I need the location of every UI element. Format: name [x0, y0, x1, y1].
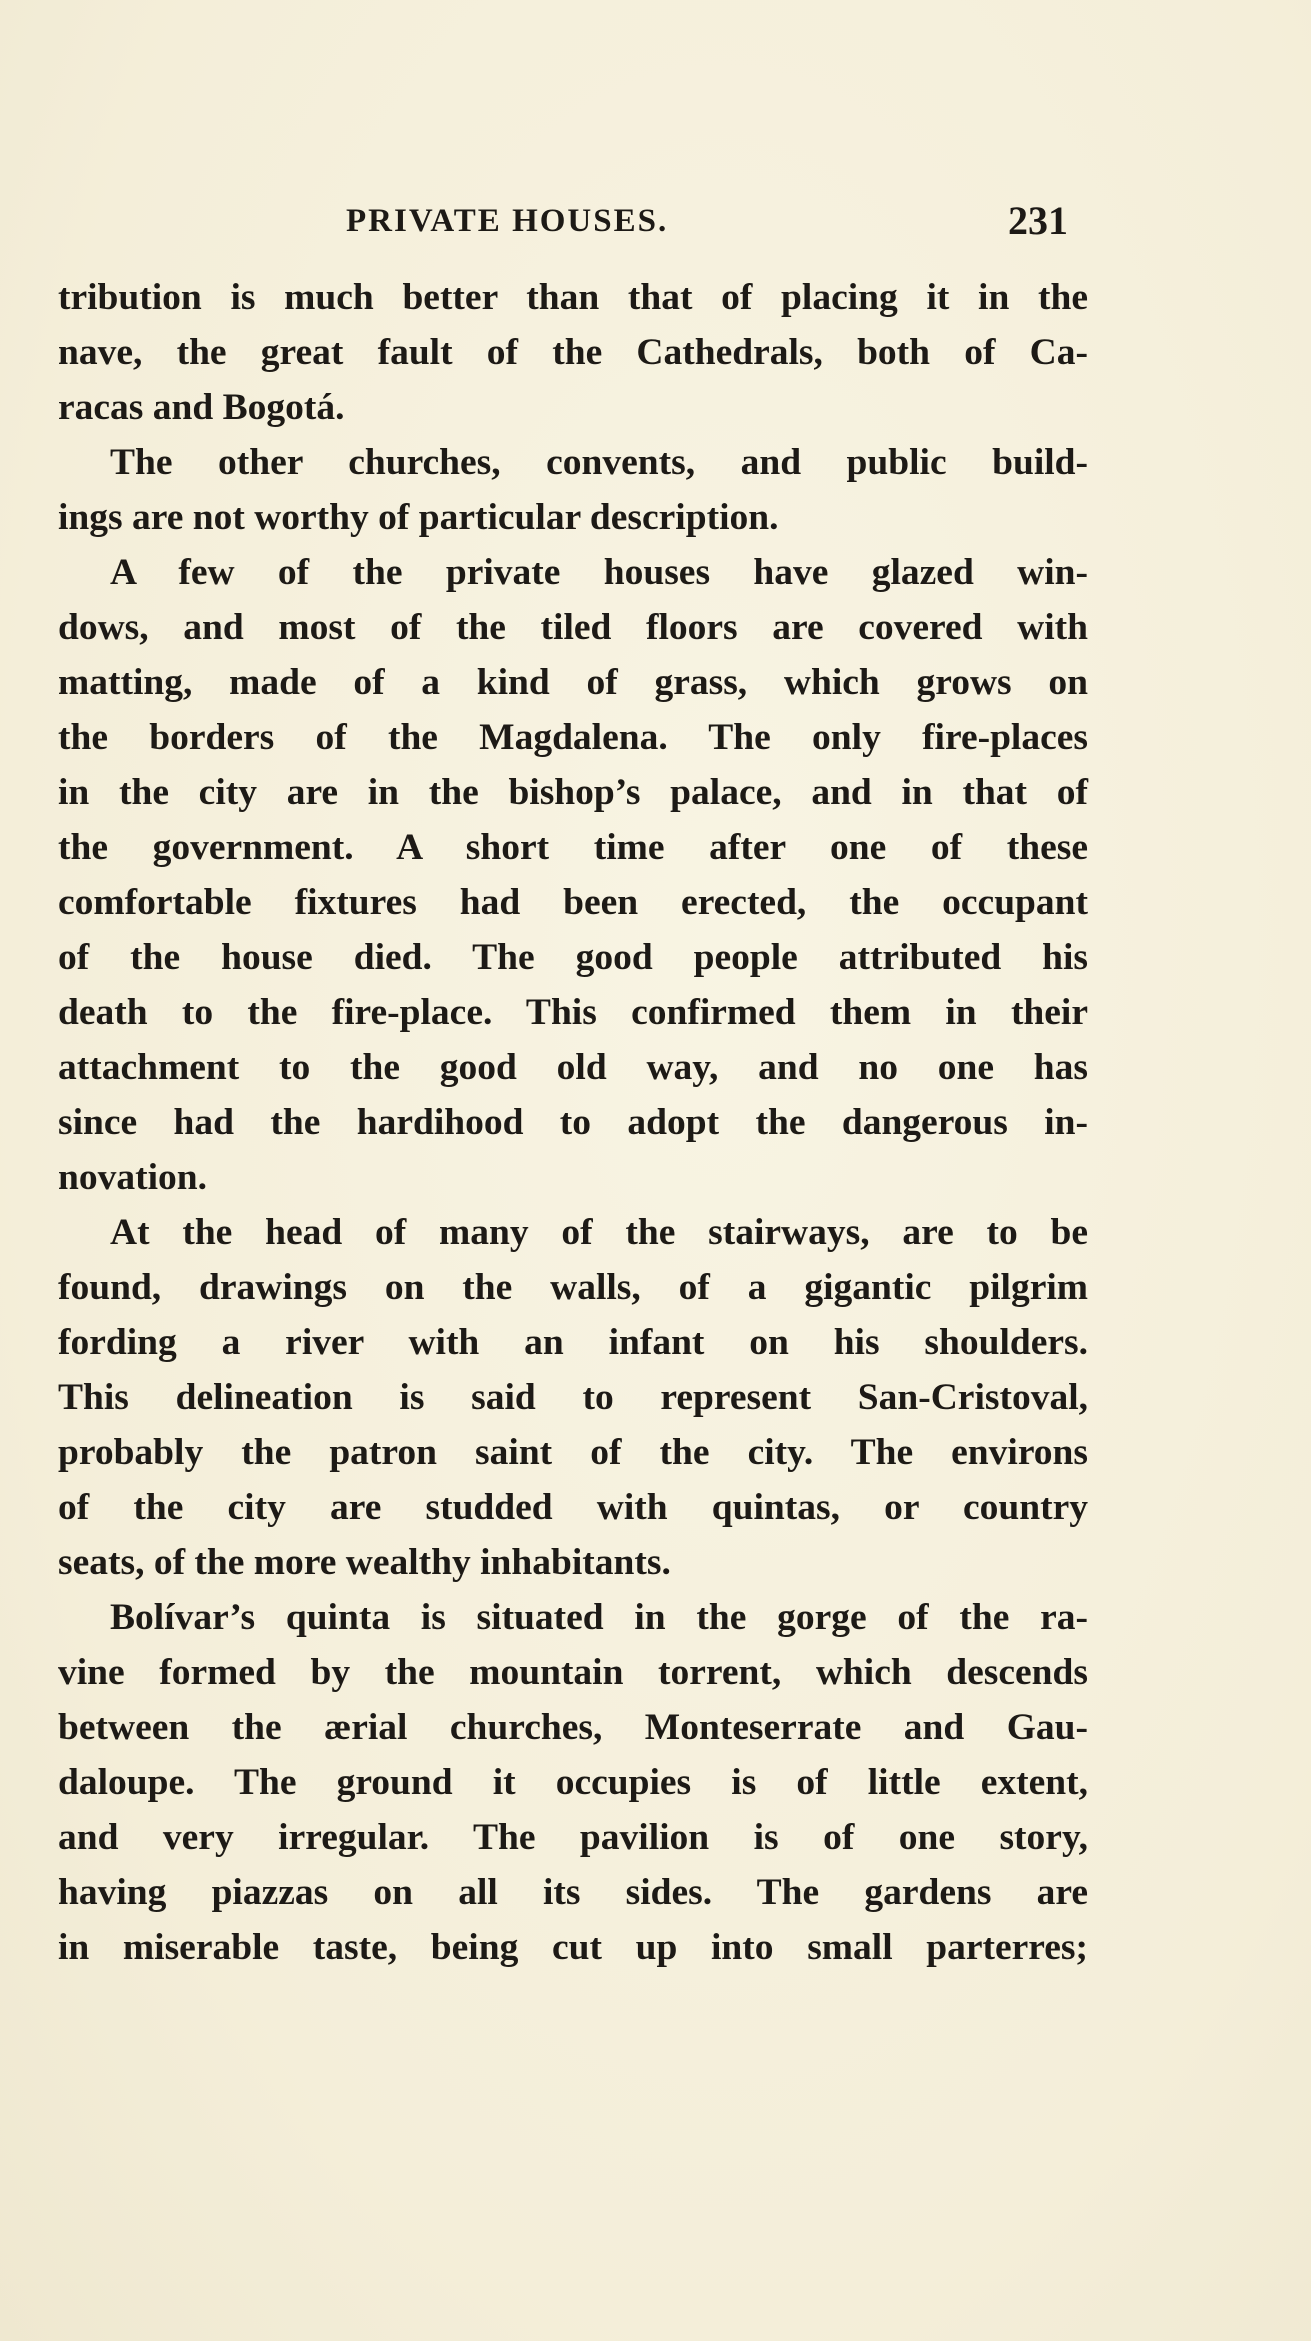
text-line: racas and Bogotá.	[58, 387, 345, 428]
body-text	[58, 270, 1088, 1975]
text-line: This delineation is said to represent San-Cristoval,	[58, 1377, 1088, 1418]
page-number: 231	[1008, 198, 1068, 243]
text-line: attachment to the good old way, and no one has	[58, 1047, 1088, 1088]
text-line: found, drawings on the walls, of a gigantic pilgrim	[58, 1267, 1088, 1308]
text-line: A few of the private houses have glazed win-	[110, 552, 1088, 593]
text-line: of the city are studded with quintas, or country	[58, 1487, 1088, 1528]
text-line: between the ærial churches, Monteserrate and Gau-	[58, 1707, 1088, 1748]
text-line: The other churches, convents, and public build-	[110, 442, 1088, 483]
text-line: At the head of many of the stairways, are to be	[110, 1212, 1088, 1253]
paragraph	[58, 435, 1088, 545]
text-line: daloupe. The ground it occupies is of little extent,	[58, 1762, 1088, 1803]
running-title: PRIVATE HOUSES.	[346, 203, 669, 239]
paragraph	[58, 1205, 1088, 1590]
text-line: novation.	[58, 1157, 207, 1198]
text-line: since had the hardihood to adopt the dangerous in-	[58, 1102, 1088, 1143]
text-line: death to the fire-place. This confirmed them in their	[58, 992, 1088, 1033]
text-line: the government. A short time after one of these	[58, 827, 1088, 868]
running-head	[58, 196, 1068, 246]
paragraph	[58, 545, 1088, 1205]
text-line: comfortable fixtures had been erected, the occupant	[58, 882, 1088, 923]
text-line: matting, made of a kind of grass, which grows on	[58, 662, 1088, 703]
text-line: the borders of the Magdalena. The only fire-places	[58, 717, 1088, 758]
paragraph	[58, 1590, 1088, 1975]
text-line: and very irregular. The pavilion is of one story,	[58, 1817, 1088, 1858]
text-line: probably the patron saint of the city. The environs	[58, 1432, 1088, 1473]
text-line: tribution is much better than that of placing it in the	[58, 277, 1088, 318]
text-line: in miserable taste, being cut up into small parterres;	[58, 1927, 1088, 1968]
text-line: ings are not worthy of particular description.	[58, 497, 779, 538]
text-line: vine formed by the mountain torrent, which descends	[58, 1652, 1088, 1693]
text-line: having piazzas on all its sides. The gardens are	[58, 1872, 1088, 1913]
text-line: Bolívar’s quinta is situated in the gorge of the ra-	[110, 1597, 1088, 1638]
text-line: nave, the great fault of the Cathedrals, both of Ca-	[58, 332, 1088, 373]
paragraph	[58, 270, 1088, 435]
text-line: of the house died. The good people attributed his	[58, 937, 1088, 978]
text-line: in the city are in the bishop’s palace, and in that of	[58, 772, 1088, 813]
text-line: fording a river with an infant on his shoulders.	[58, 1322, 1088, 1363]
text-line: dows, and most of the tiled floors are covered with	[58, 607, 1088, 648]
text-line: seats, of the more wealthy inhabitants.	[58, 1542, 671, 1583]
